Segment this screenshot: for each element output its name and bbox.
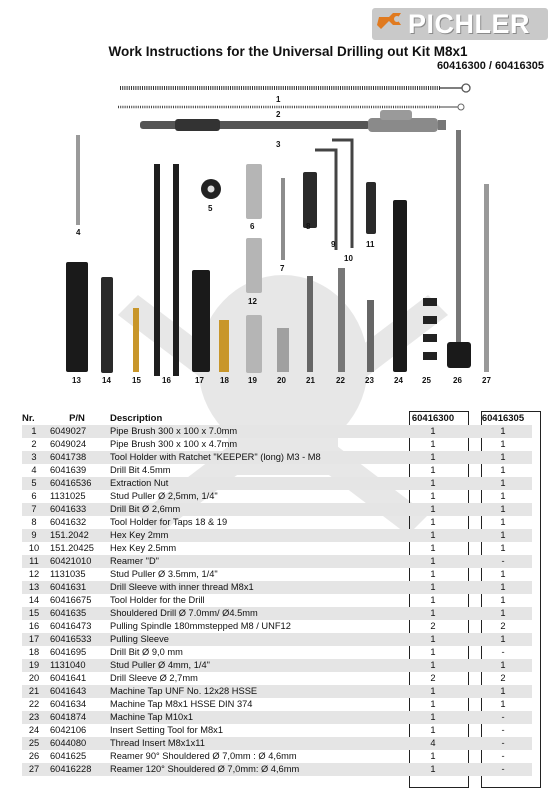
cell-desc: Machine Tap M8x1 HSSE DIN 374	[110, 699, 253, 709]
pipe-brush-thin-icon	[118, 104, 464, 110]
tool-number: 19	[248, 376, 257, 385]
machine-tap-icon	[307, 276, 313, 372]
cell-desc: Machine Tap UNF No. 12x28 HSSE	[104, 685, 404, 698]
brand-name: PICHLER	[408, 8, 531, 39]
cell-nr: 11	[22, 555, 46, 568]
brand-logo	[372, 8, 548, 40]
cell-desc: Pipe Brush 300 x 100 x 4.7mm	[110, 439, 238, 449]
cell-a: 2	[430, 673, 436, 683]
cell-desc: Insert Setting Tool for M8x1	[110, 725, 223, 735]
cell-b: 1	[474, 425, 532, 438]
table-row	[22, 672, 532, 685]
wrench-logo-icon	[372, 8, 408, 40]
table-row	[22, 438, 532, 451]
cell-a: 1	[404, 633, 462, 646]
cell-a: 1	[404, 477, 462, 490]
tool-number: 6	[250, 222, 255, 231]
cell-b: -	[501, 725, 505, 735]
table-row	[22, 646, 532, 659]
tool-number: 8	[306, 222, 311, 231]
tool-number: 17	[195, 376, 204, 385]
cell-nr: 14	[28, 595, 40, 605]
table-row	[22, 542, 532, 555]
cell-a: 1	[430, 751, 436, 761]
cell-b: -	[501, 647, 505, 657]
pulling-spindle-icon	[154, 164, 160, 376]
table-row	[22, 516, 532, 529]
cell-a: 1	[430, 725, 436, 735]
cell-a: 1	[404, 581, 462, 594]
cell-a: 1	[404, 711, 462, 724]
cell-pn: 1131035	[50, 569, 86, 579]
cell-b: 2	[500, 621, 506, 631]
header-kit-b: 60416305	[481, 412, 525, 424]
cell-b: 2	[500, 673, 506, 683]
stud-puller-icon	[246, 238, 262, 293]
cell-b: 1	[500, 439, 506, 449]
cell-desc: Reamer "D"	[104, 555, 404, 568]
table-row	[22, 464, 532, 477]
drill-bit-icon	[281, 178, 285, 260]
table-row	[22, 685, 532, 698]
cell-a: 2	[430, 621, 436, 631]
cell-b: -	[501, 751, 505, 761]
cell-pn: 6041625	[50, 751, 87, 761]
cell-nr: 4	[31, 465, 37, 475]
machine-tap-icon	[367, 300, 374, 372]
cell-desc: Stud Puller Ø 4mm, 1/4"	[104, 659, 404, 672]
cell-nr: 7	[22, 503, 46, 516]
tool-number: 4	[76, 228, 81, 237]
stud-puller-icon	[246, 315, 262, 373]
tool-number: 20	[277, 376, 286, 385]
table-row	[22, 620, 532, 633]
tool-number: 10	[344, 254, 353, 263]
cell-nr: 25	[22, 737, 46, 750]
cell-nr: 24	[28, 725, 40, 735]
cell-desc: Pulling Sleeve	[104, 633, 404, 646]
cell-desc: Machine Tap M10x1	[104, 711, 404, 724]
table-row	[22, 568, 532, 581]
cell-nr: 1	[22, 425, 46, 438]
cell-a: 1	[430, 517, 436, 527]
cell-a: 1	[404, 607, 462, 620]
cell-desc: Drill Bit 4.5mm	[110, 465, 171, 475]
shouldered-drill-icon	[133, 308, 139, 372]
thread-insert-icon	[423, 352, 437, 360]
table-row	[22, 763, 532, 776]
drill-bit-icon	[76, 135, 80, 225]
cell-b: 1	[474, 659, 532, 672]
cell-nr: 8	[31, 517, 37, 527]
cell-pn: 6041631	[46, 581, 104, 594]
pulling-sleeve-icon	[192, 270, 210, 372]
table-row	[22, 555, 532, 568]
table-row	[22, 724, 532, 737]
table-row	[22, 698, 532, 711]
cell-pn: 6041633	[46, 503, 104, 516]
tool-number: 13	[72, 376, 81, 385]
drill-sleeve-icon	[277, 328, 289, 372]
stud-puller-icon	[246, 164, 262, 219]
cell-b: 1	[500, 569, 506, 579]
cell-desc: Extraction Nut	[104, 477, 404, 490]
hex-key-icon	[315, 150, 336, 250]
table-row	[22, 503, 532, 516]
cell-desc: Pulling Spindle 180mmstepped M8 / UNF12	[110, 621, 291, 631]
cell-nr: 23	[22, 711, 46, 724]
cell-b: 1	[474, 581, 532, 594]
cell-a: 1	[404, 529, 462, 542]
cell-pn: 6041643	[46, 685, 104, 698]
table-row	[22, 451, 532, 464]
cell-nr: 17	[22, 633, 46, 646]
tool-number: 9	[331, 240, 336, 249]
tool-number: 25	[422, 376, 431, 385]
cell-a: 1	[404, 659, 462, 672]
cell-desc: Reamer 90° Shouldered Ø 7,0mm : Ø 4,6mm	[110, 751, 297, 761]
cell-nr: 6	[31, 491, 37, 501]
cell-pn: 6041635	[46, 607, 104, 620]
cell-pn: 1131040	[46, 659, 104, 672]
tool-number: 7	[280, 264, 285, 273]
tool-number: 5	[208, 204, 213, 213]
cell-pn: 6041634	[50, 699, 87, 709]
cell-b: 1	[474, 451, 532, 464]
header-nr: Nr.	[22, 412, 35, 424]
cell-b: 1	[474, 685, 532, 698]
cell-nr: 26	[28, 751, 40, 761]
cell-desc: Reamer 120° Shouldered Ø 7,0mm: Ø 4,6mm	[104, 763, 404, 776]
cell-a: 1	[430, 543, 436, 553]
cell-desc: Tool Holder for the Drill	[110, 595, 205, 605]
cell-pn: 60416533	[46, 633, 104, 646]
tool-number: 14	[102, 376, 111, 385]
cell-desc: Stud Puller Ø 2,5mm, 1/4"	[110, 491, 218, 501]
cell-nr: 5	[22, 477, 46, 490]
tool-kit-illustration	[0, 80, 556, 400]
cell-pn: 60421010	[46, 555, 104, 568]
cell-b: 1	[500, 517, 506, 527]
insert-setting-tool-icon	[393, 200, 407, 372]
drill-sleeve-icon	[66, 262, 88, 372]
pipe-brush-icon	[120, 84, 470, 92]
cell-a: 1	[430, 465, 436, 475]
table-row	[22, 607, 532, 620]
ratchet-tool-holder-icon	[140, 110, 446, 132]
cell-pn: 1131025	[50, 491, 86, 501]
cell-pn: 6041695	[50, 647, 87, 657]
parts-table	[22, 411, 532, 776]
cell-a: 1	[404, 555, 462, 568]
cell-desc: Tool Holder for Taps 18 & 19	[110, 517, 228, 527]
cell-a: 1	[404, 451, 462, 464]
cell-b: 1	[500, 699, 506, 709]
tool-number: 22	[336, 376, 345, 385]
table-row	[22, 581, 532, 594]
cell-pn: 6041874	[46, 711, 104, 724]
cell-nr: 16	[28, 621, 40, 631]
cell-desc: Thread Insert M8x1x11	[104, 737, 404, 750]
cell-pn: 6042106	[50, 725, 87, 735]
header-pn: P/N	[69, 412, 85, 424]
cell-b: 1	[500, 491, 506, 501]
header-kit-a: 60416300	[411, 412, 455, 424]
cell-a: 1	[404, 763, 462, 776]
cell-pn: 6041738	[46, 451, 104, 464]
cell-a: 1	[404, 425, 462, 438]
cell-b: -	[474, 711, 532, 724]
cell-nr: 19	[22, 659, 46, 672]
cell-b: 1	[500, 595, 506, 605]
cell-b: 1	[474, 633, 532, 646]
cell-a: 1	[404, 503, 462, 516]
cell-pn: 60416473	[50, 621, 92, 631]
cell-a: 1	[430, 439, 436, 449]
cell-a: 4	[404, 737, 462, 750]
tool-number: 26	[453, 376, 462, 385]
reamer-icon	[366, 182, 376, 234]
table-row	[22, 594, 532, 607]
cell-pn: 6044080	[46, 737, 104, 750]
thread-insert-icon	[423, 316, 437, 324]
cell-nr: 12	[28, 569, 40, 579]
cell-desc: Hex Key 2.5mm	[110, 543, 177, 553]
cell-desc: Tool Holder with Ratchet "KEEPER" (long) M3 - M8	[104, 451, 404, 464]
cell-a: 1	[430, 647, 436, 657]
cell-pn: 151.2042	[46, 529, 104, 542]
tool-number: 11	[366, 240, 375, 249]
cell-desc: Drill Bit Ø 9,0 mm	[110, 647, 183, 657]
table-row	[22, 659, 532, 672]
cell-desc: Drill Sleeve Ø 2,7mm	[110, 673, 198, 683]
cell-a: 1	[430, 595, 436, 605]
cell-b: 1	[474, 529, 532, 542]
table-row	[22, 633, 532, 646]
cell-pn: 6041632	[50, 517, 87, 527]
cell-nr: 18	[28, 647, 40, 657]
tool-number: 15	[132, 376, 141, 385]
cell-desc: Drill Sleeve with inner thread M8x1	[104, 581, 404, 594]
table-row	[22, 711, 532, 724]
machine-tap-icon	[338, 268, 345, 372]
tool-number: 24	[394, 376, 403, 385]
cell-nr: 3	[22, 451, 46, 464]
cell-b: -	[474, 763, 532, 776]
tool-number: 2	[276, 110, 281, 119]
cell-desc: Hex Key 2mm	[104, 529, 404, 542]
cell-nr: 10	[28, 543, 40, 553]
thread-insert-icon	[423, 334, 437, 342]
cell-b: 1	[500, 543, 506, 553]
cell-desc: Drill Bit Ø 2,6mm	[104, 503, 404, 516]
cell-a: 1	[430, 699, 436, 709]
cell-pn: 60416228	[46, 763, 104, 776]
tool-number: 18	[220, 376, 229, 385]
cell-pn: 6049024	[50, 439, 87, 449]
table-row	[22, 750, 532, 763]
table-row	[22, 737, 532, 750]
cell-b: -	[474, 737, 532, 750]
cell-b: 1	[474, 503, 532, 516]
cell-b: 1	[500, 465, 506, 475]
cell-desc: Pipe Brush 300 x 100 x 7.0mm	[104, 425, 404, 438]
table-row	[22, 477, 532, 490]
tool-number: 16	[162, 376, 171, 385]
cell-b: -	[474, 555, 532, 568]
cell-nr: 9	[22, 529, 46, 542]
cell-pn: 151.20425	[50, 543, 94, 553]
tool-number: 1	[276, 95, 281, 104]
tool-number: 27	[482, 376, 491, 385]
cell-a: 1	[430, 569, 436, 579]
tool-holder-icon	[303, 172, 317, 228]
page-title: Work Instructions for the Universal Drilling out Kit M8x1	[108, 44, 468, 59]
cell-b: 1	[474, 607, 532, 620]
reamer-icon	[456, 130, 461, 342]
cell-a: 1	[404, 685, 462, 698]
cell-nr: 27	[22, 763, 46, 776]
pulling-spindle-icon	[173, 164, 179, 376]
cell-nr: 20	[28, 673, 40, 683]
cell-pn: 6049027	[46, 425, 104, 438]
drill-bit-gold-icon	[219, 320, 229, 372]
tool-number: 12	[248, 297, 257, 306]
kit-part-numbers: 60416300 / 60416305	[436, 60, 544, 72]
table-row	[22, 490, 532, 503]
cell-nr: 2	[31, 439, 37, 449]
cell-desc: Shouldered Drill Ø 7.0mm/ Ø4.5mm	[104, 607, 404, 620]
cell-nr: 13	[22, 581, 46, 594]
cell-pn: 6041639	[50, 465, 87, 475]
cell-b: 1	[474, 477, 532, 490]
thread-insert-icon	[423, 298, 437, 306]
tool-holder-drill-icon	[101, 277, 113, 373]
cell-pn: 6041641	[50, 673, 87, 683]
cell-nr: 22	[28, 699, 40, 709]
cell-pn: 60416675	[50, 595, 92, 605]
cell-desc: Stud Puller Ø 3.5mm, 1/4"	[110, 569, 218, 579]
cell-nr: 15	[22, 607, 46, 620]
cell-nr: 21	[22, 685, 46, 698]
tool-number: 23	[365, 376, 374, 385]
table-header-row	[22, 411, 532, 425]
cell-pn: 60416536	[46, 477, 104, 490]
table-row	[22, 529, 532, 542]
tool-number: 21	[306, 376, 315, 385]
cell-a: 1	[430, 491, 436, 501]
table-row	[22, 425, 532, 438]
tool-number: 3	[276, 140, 281, 149]
header-description: Description	[110, 412, 163, 424]
reamer-icon	[484, 184, 489, 372]
